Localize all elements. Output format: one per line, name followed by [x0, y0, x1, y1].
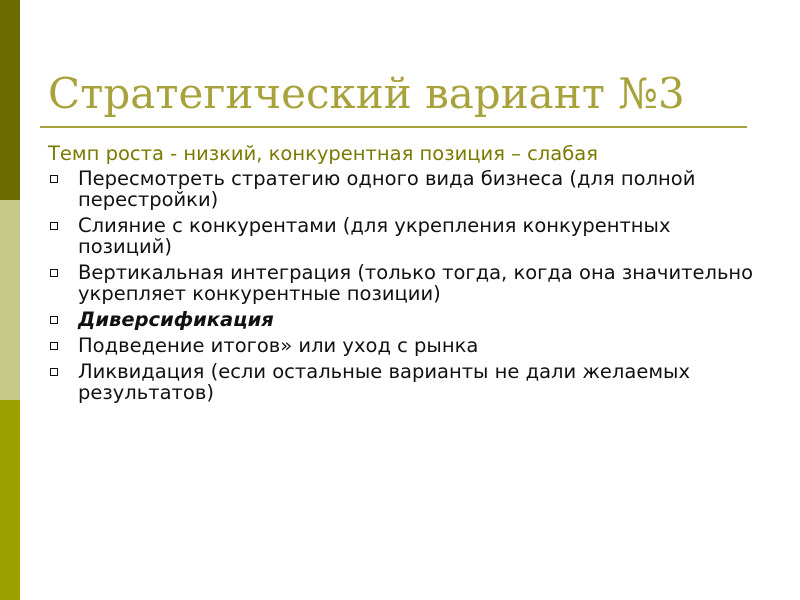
- title-divider: [40, 126, 747, 128]
- side-bar-middle: [0, 200, 20, 400]
- list-item-text: Диверсификация: [78, 308, 274, 331]
- slide-content: [48, 142, 758, 408]
- list-item-text: Слияние с конкурентами (для укрепления конкурентных позиций): [78, 214, 671, 258]
- list-item-text: Подведение итогов» или уход с рынка: [78, 334, 479, 357]
- list-item-text: Вертикальная интеграция (только тогда, когда она значительно укрепляет конкурентные позиции): [78, 261, 754, 305]
- side-bar-bottom: [0, 400, 20, 600]
- square-bullet-icon: [50, 175, 58, 183]
- side-bar-top: [0, 0, 20, 200]
- list-item: [48, 215, 758, 257]
- list-item: [48, 309, 758, 330]
- list-item-text: Ликвидация (если остальные варианты не дали желаемых результатов): [78, 360, 690, 404]
- square-bullet-icon: [50, 368, 58, 376]
- list-item: [48, 262, 758, 304]
- list-item: [48, 335, 758, 356]
- list-item: [48, 168, 758, 210]
- list-item-text: Пересмотреть стратегию одного вида бизнеса (для полной перестройки): [78, 167, 696, 211]
- square-bullet-icon: [50, 269, 58, 277]
- list-item: [48, 361, 758, 403]
- square-bullet-icon: [50, 316, 58, 324]
- square-bullet-icon: [50, 222, 58, 230]
- bullet-list: [48, 168, 758, 403]
- slide-title: Стратегический вариант №3: [48, 69, 685, 118]
- slide-subtitle: Темп роста - низкий, конкурентная позиция – слабая: [48, 142, 598, 165]
- square-bullet-icon: [50, 342, 58, 350]
